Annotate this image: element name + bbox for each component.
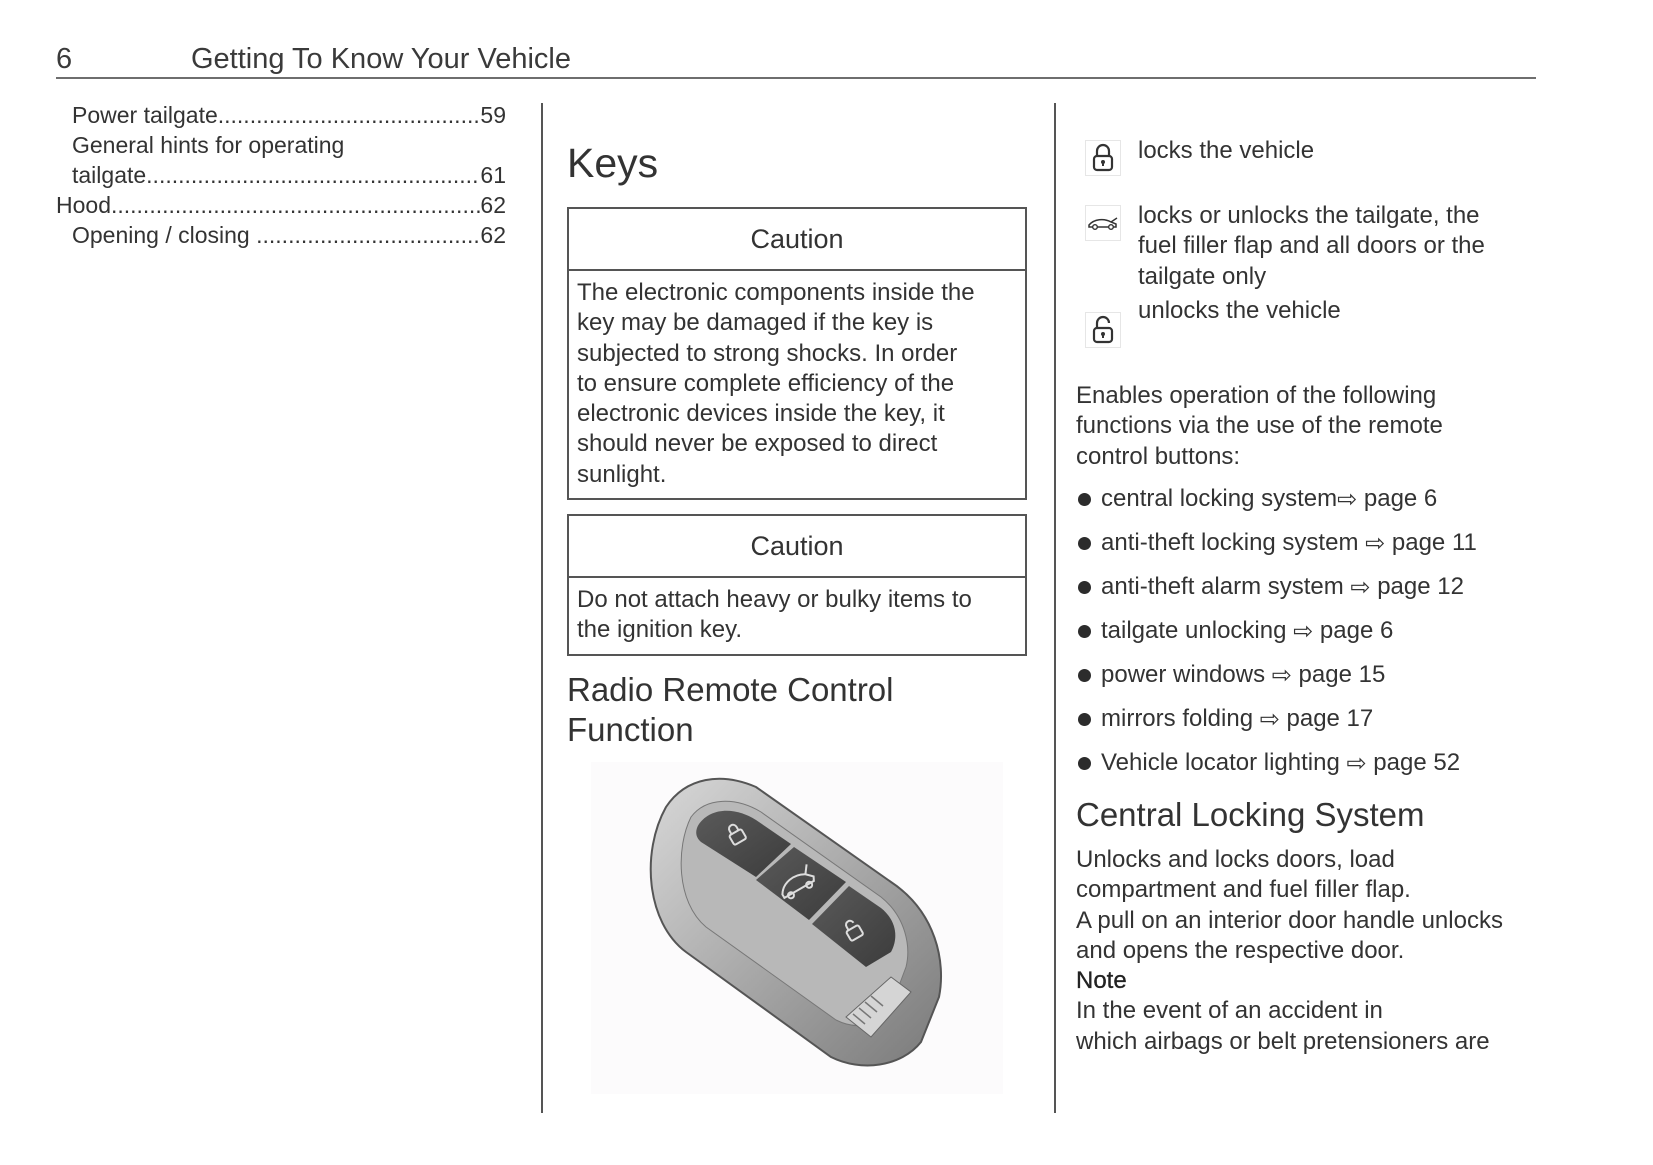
page-link[interactable]: page 6 bbox=[1363, 485, 1438, 512]
caution-body: Do not attach heavy or bulky items to the ignition key. bbox=[577, 586, 972, 644]
list-item: Vehicle locator lighting ⇨ page 52 bbox=[1076, 749, 1556, 793]
caution-title: Caution bbox=[569, 516, 1025, 578]
toc-entry-opening-closing[interactable]: Opening / closing ..... 62 bbox=[56, 220, 506, 250]
page-link[interactable]: page 11 bbox=[1391, 529, 1477, 556]
column-divider-right bbox=[1054, 103, 1056, 1113]
arrow-right-icon: ⇨ bbox=[1350, 574, 1371, 601]
bullet-icon bbox=[1078, 581, 1091, 594]
header-rule bbox=[56, 77, 1536, 79]
legend-text: unlocks the vehicle bbox=[1138, 297, 1341, 324]
unlock-icon bbox=[1085, 312, 1121, 348]
arrow-right-icon: ⇨ bbox=[1271, 662, 1292, 689]
list-item: anti-theft locking system ⇨ page 11 bbox=[1076, 529, 1556, 573]
list-item: central locking system ⇨ page 6 bbox=[1076, 485, 1556, 529]
list-item: mirrors folding ⇨ page 17 bbox=[1076, 705, 1556, 749]
page-title: Getting To Know Your Vehicle bbox=[191, 43, 571, 75]
central-locking-body: Unlocks and locks doors, load compartment and fuel filler flap. A pull on an interior door handle unlocks and opens the respective door. Note In the event of an accident in which airbags or belt pretensioners are bbox=[1076, 845, 1556, 1057]
bullet-icon bbox=[1078, 625, 1091, 638]
toc-entry-general-hints[interactable]: General hints for operating bbox=[72, 132, 345, 158]
page-number: 6 bbox=[56, 43, 73, 75]
table-of-contents bbox=[56, 100, 506, 250]
bullet-icon bbox=[1078, 757, 1091, 770]
legend-row-unlock bbox=[1085, 297, 1555, 348]
arrow-right-icon: ⇨ bbox=[1346, 750, 1367, 777]
legend-row-lock bbox=[1085, 136, 1555, 176]
key-fob-illustration bbox=[591, 762, 1003, 1094]
list-item: tailgate unlocking ⇨ page 6 bbox=[1076, 617, 1556, 661]
page-link[interactable]: page 15 bbox=[1298, 661, 1386, 688]
bullet-icon bbox=[1078, 713, 1091, 726]
bullet-icon bbox=[1078, 493, 1091, 506]
caution-box-1 bbox=[567, 207, 1027, 500]
page-link[interactable]: page 12 bbox=[1377, 573, 1464, 600]
arrow-right-icon: ⇨ bbox=[1337, 486, 1358, 513]
column-divider-left bbox=[541, 103, 543, 1113]
legend-text: locks or unlocks the tailgate, the fuel filler flap and all doors or the tailgate only bbox=[1138, 202, 1485, 290]
key-fob-figure bbox=[591, 762, 1003, 1094]
arrow-right-icon: ⇨ bbox=[1259, 706, 1280, 733]
list-item: power windows ⇨ page 15 bbox=[1076, 661, 1556, 705]
page-link[interactable]: page 52 bbox=[1373, 749, 1461, 776]
lock-icon bbox=[1085, 140, 1121, 176]
arrow-right-icon: ⇨ bbox=[1365, 530, 1386, 557]
caution-title: Caution bbox=[569, 209, 1025, 271]
arrow-right-icon: ⇨ bbox=[1293, 618, 1314, 645]
caution-box-2 bbox=[567, 514, 1027, 656]
central-locking-heading: Central Locking System bbox=[1076, 796, 1425, 833]
note-label: Note bbox=[1076, 967, 1127, 995]
bullet-icon bbox=[1078, 537, 1091, 550]
keys-heading: Keys bbox=[567, 140, 659, 186]
toc-entry-hood[interactable]: Hood ..... 62 bbox=[56, 190, 506, 220]
radio-remote-heading: Radio Remote Control Function bbox=[567, 671, 894, 748]
caution-body: The electronic components inside the key may be damaged if the key is subjected to strong shocks. In order to ensure complete efficiency of the electronic devices inside the key, it should never be exposed to direct sunlight. bbox=[577, 279, 975, 488]
functions-list bbox=[1076, 485, 1556, 793]
toc-entry-power-tailgate[interactable]: Power tailgate ..... 59 bbox=[56, 100, 506, 130]
page-link[interactable]: page 17 bbox=[1286, 705, 1374, 732]
functions-intro: Enables operation of the following functions via the use of the remote control buttons: bbox=[1076, 382, 1443, 470]
legend-text: locks the vehicle bbox=[1138, 137, 1315, 164]
page-link[interactable]: page 6 bbox=[1319, 617, 1394, 644]
bullet-icon bbox=[1078, 669, 1091, 682]
tailgate-car-icon bbox=[1085, 205, 1121, 241]
toc-entry-general-hints-cont[interactable]: tailgate ..... 61 bbox=[56, 160, 506, 190]
list-item: anti-theft alarm system ⇨ page 12 bbox=[1076, 573, 1556, 617]
legend-row-tailgate bbox=[1085, 201, 1555, 292]
